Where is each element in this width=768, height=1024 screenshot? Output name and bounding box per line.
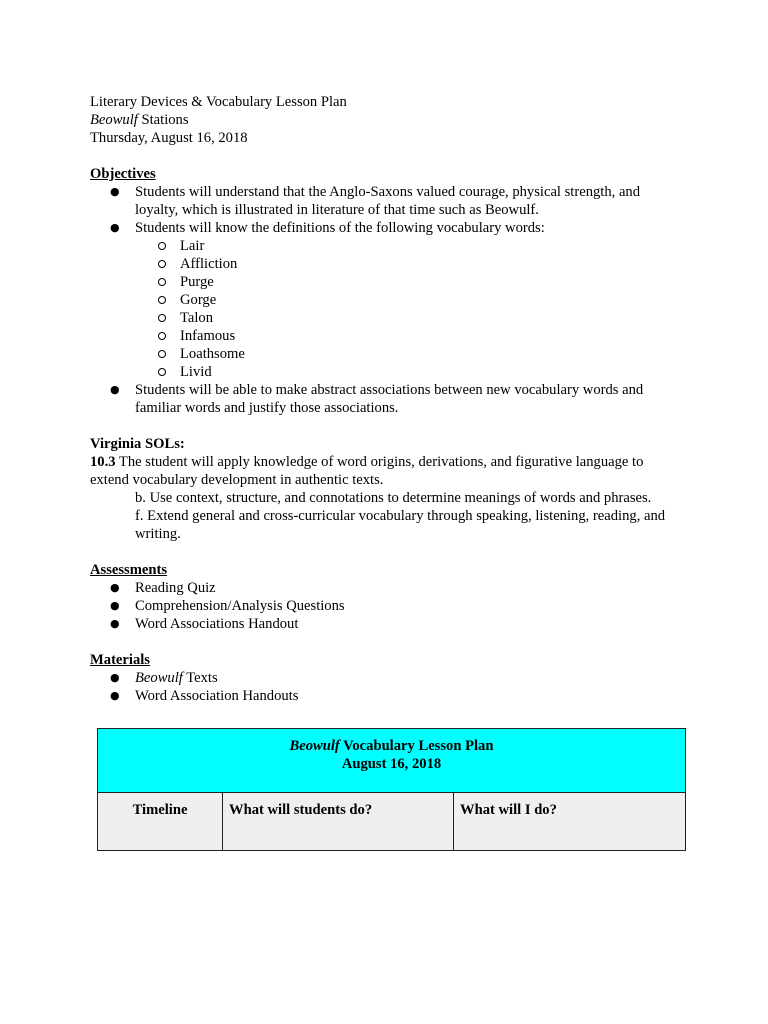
material-item: ● Word Association Handouts: [90, 687, 680, 705]
assessments-list: [90, 579, 680, 633]
objective-item: ● Students will understand that the Anglo-Saxons valued courage, physical strength, and loyalty, which is illustrated in literature of that time such as Beowulf.: [90, 183, 680, 219]
lesson-plan-table: [97, 728, 686, 851]
assessments-heading: Assessments: [90, 562, 168, 578]
objectives-list-cont: [90, 381, 680, 417]
col-header-teacher: What will I do?: [454, 793, 686, 851]
vocab-word: Talon: [90, 309, 680, 327]
doc-date: Thursday, August 16, 2018: [90, 130, 248, 146]
material-italic: Beowulf: [135, 670, 183, 686]
table-title-rest: Vocabulary Lesson Plan: [339, 738, 494, 754]
material-rest: Texts: [182, 670, 218, 686]
objectives-list: [90, 183, 680, 237]
materials-heading: Materials: [90, 652, 150, 668]
table-date: August 16, 2018: [341, 756, 442, 772]
vocab-word: Purge: [90, 273, 680, 291]
doc-subtitle-rest: Stations: [137, 112, 189, 128]
vocab-word: Loathsome: [90, 345, 680, 363]
assessment-item: ● Word Associations Handout: [90, 615, 680, 633]
doc-subtitle-italic: Beowulf: [90, 112, 138, 128]
vocab-word: Gorge: [90, 291, 680, 309]
sol-text: The student will apply knowledge of word origins, derivations, and figurative language to extend vocabulary development in authentic texts.: [90, 454, 644, 488]
materials-list: [90, 669, 680, 705]
table-title: [99, 737, 684, 755]
material-item: [90, 669, 680, 687]
vocab-list: [90, 237, 680, 381]
sol-b: b. Use context, structure, and connotations to determine meanings of words and phrases.: [135, 490, 652, 506]
col-header-timeline: Timeline: [98, 793, 223, 851]
document-body: [90, 93, 680, 705]
assessment-item: ● Reading Quiz: [90, 579, 680, 597]
objective-item: ● Students will be able to make abstract associations between new vocabulary words and familiar words and justify those associations.: [90, 381, 680, 417]
objective-item: [90, 219, 680, 237]
table-title-cell: [98, 729, 686, 793]
vocab-word: Lair: [90, 237, 680, 255]
objectives-heading: Objectives: [90, 166, 156, 182]
vocab-word: Livid: [90, 363, 680, 381]
col-header-students: What will students do?: [223, 793, 454, 851]
vocab-word: Affliction: [90, 255, 680, 273]
table-title-italic: Beowulf: [289, 738, 340, 754]
sol-number: 10.3: [90, 454, 116, 470]
assessment-item: ● Comprehension/Analysis Questions: [90, 597, 680, 615]
vocab-word: Infamous: [90, 327, 680, 345]
sols-heading: Virginia SOLs:: [90, 436, 185, 452]
sol-f: f. Extend general and cross-curricular vocabulary through speaking, listening, reading, and writing.: [135, 508, 666, 542]
sol-standard: [90, 453, 680, 489]
doc-subtitle: [90, 111, 680, 129]
doc-title: Literary Devices & Vocabulary Lesson Plan: [90, 94, 347, 110]
objective-item-text: Students will know the definitions of the following vocabulary words:: [135, 220, 545, 236]
